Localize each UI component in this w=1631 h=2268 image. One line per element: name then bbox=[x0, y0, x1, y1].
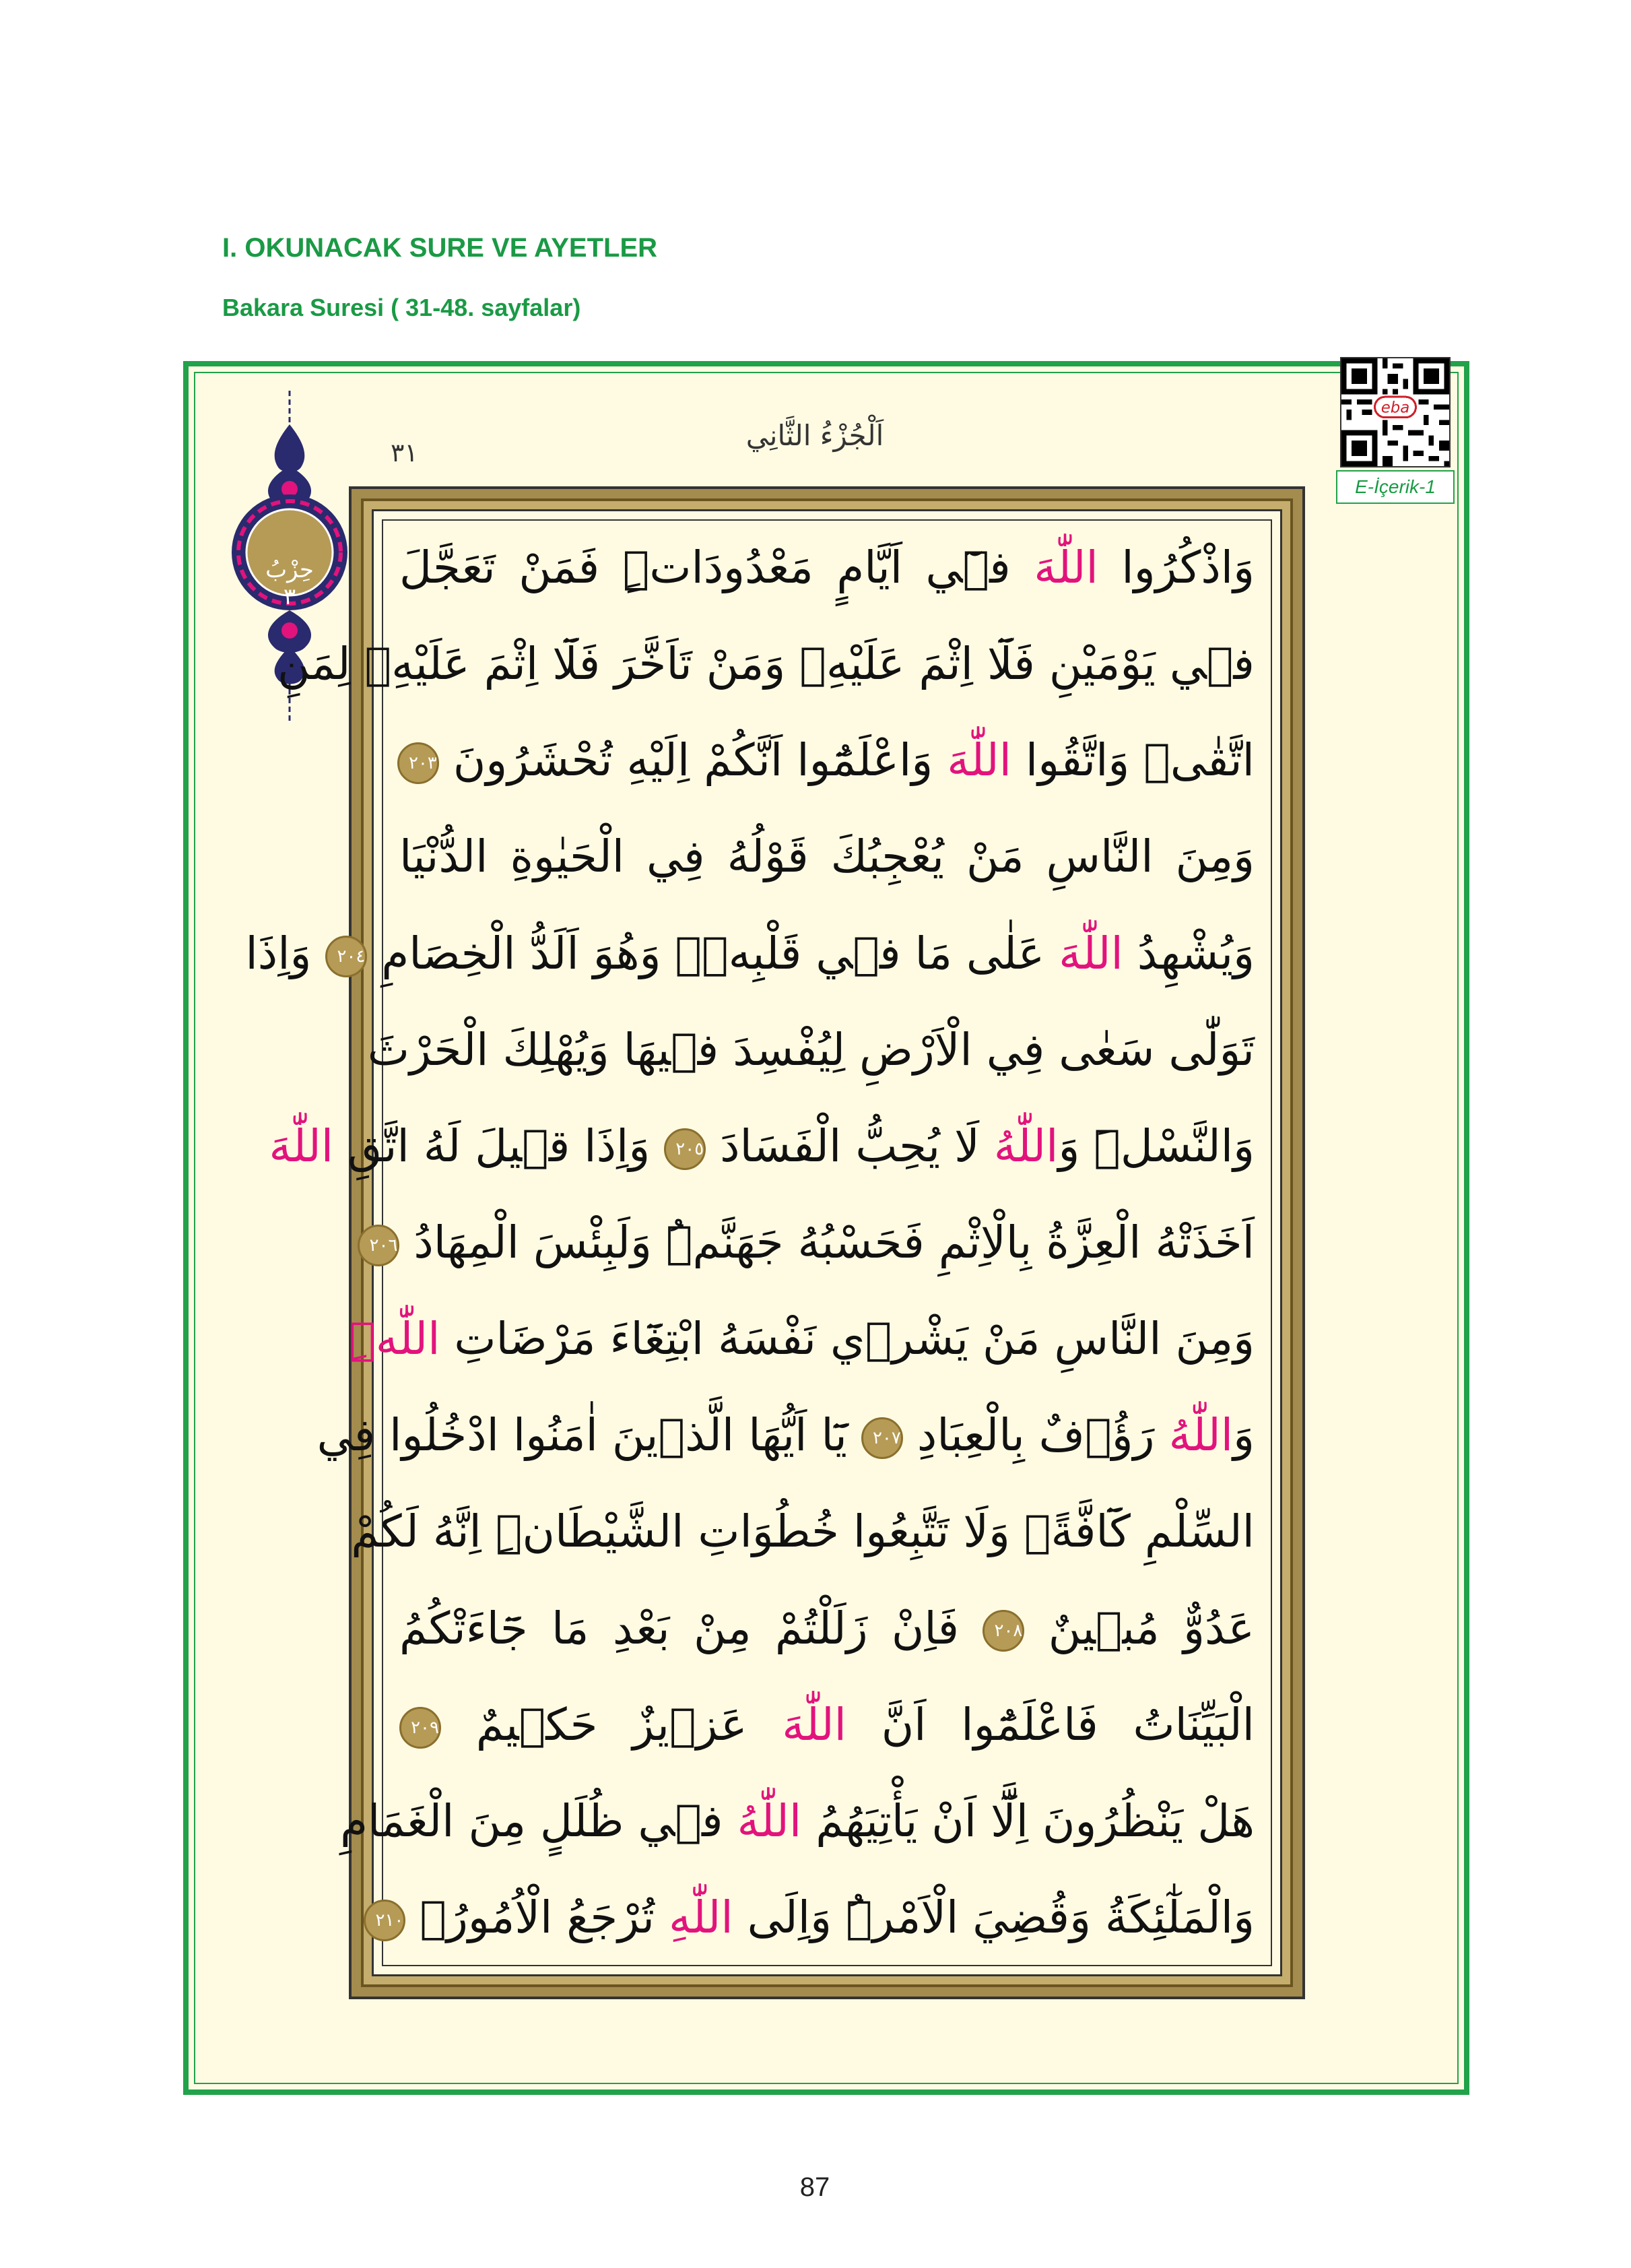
verse-text: ف۪ي ظُلَلٍ مِنَ الْغَمَامِ bbox=[340, 1794, 737, 1847]
page-number: 87 bbox=[799, 2172, 830, 2202]
verse-text: يَٓا اَيُّهَا الَّذ۪ينَ اٰمَنُوا ادْخُلُوا فِي bbox=[317, 1409, 861, 1462]
verse-line bbox=[399, 727, 1255, 794]
verse-text: وَ bbox=[1233, 1409, 1255, 1462]
ayah-number-marker: ٢٠٩ bbox=[399, 1707, 441, 1749]
verse-text: وَالْمَلٰٓئِكَةُ وَقُضِيَ الْاَمْرُۜ وَاِلَى bbox=[733, 1891, 1255, 1943]
ayah-number-marker: ٢٠٧ bbox=[861, 1417, 903, 1459]
verse-line bbox=[340, 1788, 1255, 1855]
divine-name: اللّٰهِ bbox=[668, 1891, 733, 1943]
verse-text: تَوَلّٰى سَعٰى فِي الْاَرْضِ لِيُفْسِدَ ف۪يهَا وَيُهْلِكَ الْحَرْثَ bbox=[367, 1023, 1255, 1076]
divine-name: اللّٰهَ bbox=[1059, 927, 1123, 979]
section-subheading: Bakara Suresi ( 31-48. sayfalar) bbox=[222, 294, 581, 321]
verse-text: عَز۪يزٌ حَك۪يمٌ bbox=[441, 1698, 783, 1751]
verse-text: رَؤُ۫فٌ بِالْعِبَادِ bbox=[902, 1409, 1169, 1462]
verse-line bbox=[375, 1884, 1255, 1951]
verse-text: هَلْ يَنْظُرُونَ اِلَّٓا اَنْ يَأْتِيَهُمُ bbox=[801, 1794, 1255, 1847]
verse-text: وَاذْكُرُوا bbox=[1098, 542, 1255, 593]
ayah-number-marker: ٢٠٣ bbox=[397, 742, 439, 784]
divine-name: اللّٰهَ bbox=[1034, 542, 1098, 593]
verse-text: عَلٰى مَا ف۪ي قَلْبِه۪ۙ وَهُوَ اَلَدُّ الْخِصَامِ bbox=[367, 927, 1059, 979]
verse-line bbox=[277, 630, 1255, 698]
verse-line bbox=[349, 1305, 1255, 1373]
verse-text: عَدُوٌّ مُب۪ينٌ bbox=[1024, 1602, 1255, 1654]
verse-line bbox=[317, 1402, 1255, 1469]
juz-title: اَلْجُزْءُ الثَّانِي bbox=[745, 419, 884, 452]
verse-text: تُرْجَعُ الْاُمُورُ۟ bbox=[405, 1891, 669, 1943]
verse-line bbox=[351, 1498, 1255, 1565]
ayah-number-marker: ٢٠٥ bbox=[664, 1128, 706, 1170]
verse-text: الْبَيِّنَاتُ فَاعْلَمُٓوا اَنَّ bbox=[846, 1698, 1255, 1751]
qr-logo: eba bbox=[1380, 399, 1410, 417]
section-heading: I. OKUNACAK SURE VE AYETLER bbox=[222, 233, 658, 263]
verse-line bbox=[399, 1691, 1255, 1759]
divine-name: اللّٰهُ bbox=[737, 1794, 802, 1847]
ayah-number-marker: ٢٠٨ bbox=[983, 1610, 1024, 1652]
verse-text: لَا يُحِبُّ الْفَسَادَ bbox=[706, 1120, 994, 1172]
verse-text: وَاِذَا ق۪يلَ لَهُ اتَّقِ bbox=[333, 1120, 665, 1172]
divine-name: اللّٰهِۜ bbox=[349, 1313, 440, 1365]
ayah-number-marker: ٢٠٤ bbox=[325, 936, 367, 977]
verse-line bbox=[245, 920, 1255, 987]
verse-text: ف۪ٓي اَيَّامٍ مَعْدُودَاتٍۜ فَمَنْ تَعَجَّلَ bbox=[399, 542, 1034, 593]
verse-text: السِّلْمِ كَٓافَّةًۖ وَلَا تَتَّبِعُوا خُطُوَاتِ الشَّيْطَانِۜ اِنَّهُ لَكُمْ bbox=[351, 1505, 1255, 1558]
verse-text: وَمِنَ النَّاسِ مَنْ يَشْر۪ي نَفْسَهُ ابْتِغَٓاءَ مَرْضَاتِ bbox=[440, 1313, 1255, 1365]
divine-name: اللّٰهُ bbox=[1168, 1409, 1234, 1462]
verse-text: فَاِنْ زَلَلْتُمْ مِنْ بَعْدِ مَا جَٓاءَتْكُمُ bbox=[399, 1602, 983, 1654]
verse-text: وَالنَّسْلَۜ وَ bbox=[1058, 1120, 1255, 1172]
verse-line bbox=[399, 823, 1255, 890]
verse-line bbox=[399, 1595, 1255, 1662]
qr-code-icon bbox=[1341, 358, 1449, 466]
hizb-word: حِزْبُ bbox=[265, 556, 314, 583]
ayah-number-marker: ٢٠٦ bbox=[358, 1225, 399, 1266]
divine-name: اللّٰهَ bbox=[782, 1698, 846, 1751]
verse-line bbox=[369, 1209, 1255, 1276]
verse-line bbox=[367, 1016, 1255, 1084]
verse-line bbox=[269, 1113, 1255, 1180]
hizb-number: ٣ bbox=[283, 583, 296, 610]
hizb-label bbox=[256, 556, 323, 610]
verse-text: وَاِذَا bbox=[245, 927, 326, 979]
qr-code[interactable] bbox=[1340, 357, 1451, 467]
verse-text: اتَّقٰىۜ وَاتَّقُوا bbox=[1011, 734, 1255, 787]
divine-name: اللّٰهَ bbox=[269, 1120, 334, 1172]
verse-line bbox=[399, 534, 1255, 602]
e-content-label[interactable]: E-İçerik-1 bbox=[1336, 470, 1455, 504]
verse-text: ف۪ي يَوْمَيْنِ فَلَٓا اِثْمَ عَلَيْهِۚ وَمَنْ تَاَخَّرَ فَلَٓا اِثْمَ عَلَيْهِۙ لِمَنِ bbox=[277, 638, 1255, 690]
mushaf-page-number: ٣١ bbox=[391, 438, 418, 467]
divine-name: اللّٰهُ bbox=[993, 1120, 1059, 1172]
verse-text: وَاعْلَمُٓوا اَنَّكُمْ اِلَيْهِ تُحْشَرُونَ bbox=[438, 734, 947, 787]
verse-text: وَمِنَ النَّاسِ مَنْ يُعْجِبُكَ قَوْلُهُ فِي الْحَيٰوةِ الدُّنْيَا bbox=[399, 831, 1255, 883]
ayah-number-marker: ٢١٠ bbox=[364, 1900, 405, 1941]
verse-text: اَخَذَتْهُ الْعِزَّةُ بِالْاِثْمِ فَحَسْبُهُ جَهَنَّمُۜ وَلَبِئْسَ الْمِهَادُ bbox=[399, 1216, 1255, 1268]
divine-name: اللّٰهَ bbox=[947, 734, 1011, 787]
verse-text: وَيُشْهِدُ bbox=[1123, 927, 1255, 979]
